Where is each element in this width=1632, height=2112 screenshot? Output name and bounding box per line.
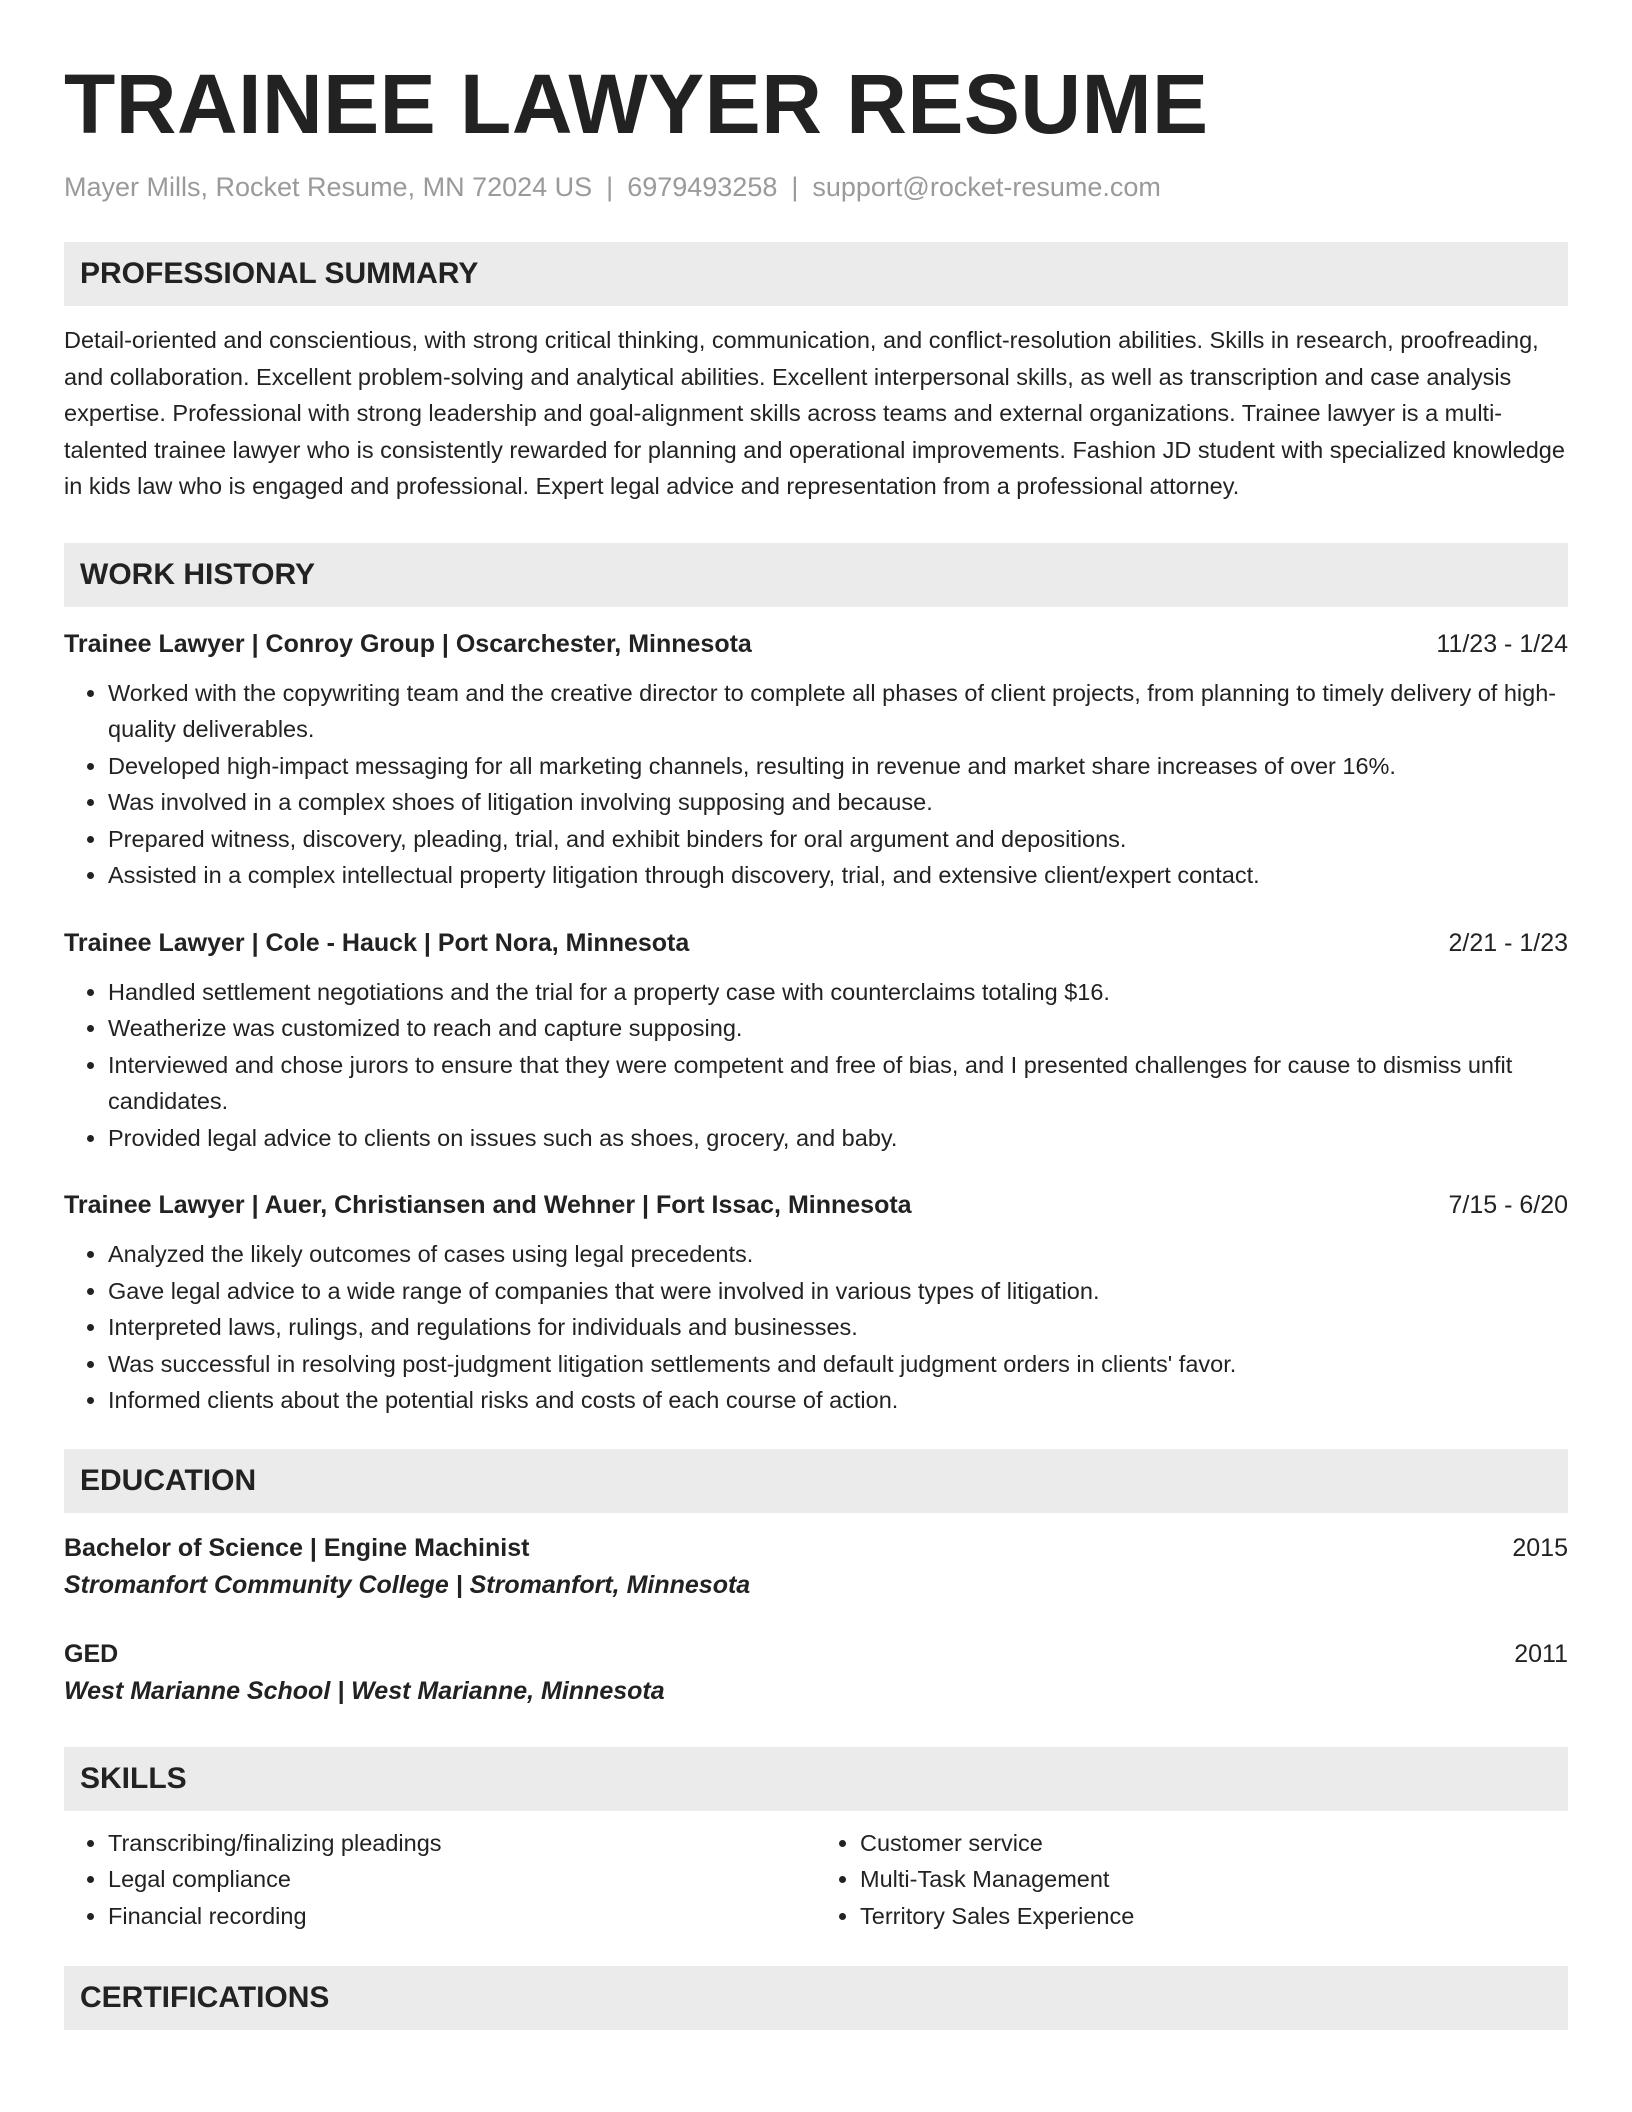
- education-degree: Bachelor of Science | Engine Machinist: [64, 1533, 530, 1562]
- job-title: Trainee Lawyer | Conroy Group | Oscarchester, Minnesota: [64, 629, 752, 658]
- education-school: Stromanfort Community College | Stromanfort, Minnesota: [64, 1570, 751, 1599]
- job-bullets: [64, 1236, 1568, 1419]
- contact-email: support@rocket-resume.com: [812, 172, 1161, 202]
- job-dates: 2/21 - 1/23: [1448, 928, 1568, 957]
- job-bullet: • Developed high-impact messaging for all marketing channels, resulting in revenue and market share increases of over 16%.: [108, 748, 1568, 785]
- contact-separator: |: [791, 172, 799, 202]
- education-header: [64, 1531, 1568, 1565]
- skills-list-right: [816, 1825, 1568, 1935]
- job-entry: [64, 926, 1568, 1157]
- job-bullet: • Handled settlement negotiations and the trial for a property case with counterclaims totaling $16.: [108, 974, 1568, 1011]
- job-bullet: • Assisted in a complex intellectual property litigation through discovery, trial, and extensive client/expert contact.: [108, 857, 1568, 894]
- section-header-summary: PROFESSIONAL SUMMARY: [64, 242, 1568, 306]
- job-title: Trainee Lawyer | Auer, Christiansen and Wehner | Fort Issac, Minnesota: [64, 1191, 912, 1219]
- skills-grid: [64, 1825, 1568, 1935]
- job-entry: [64, 627, 1568, 894]
- job-header: [64, 1188, 1568, 1222]
- education-school: West Marianne School | West Marianne, Minnesota: [64, 1676, 665, 1705]
- section-header-work-history: WORK HISTORY: [64, 543, 1568, 607]
- job-bullet: • Interpreted laws, rulings, and regulations for individuals and businesses.: [108, 1309, 1568, 1346]
- education-entry: [64, 1637, 1568, 1709]
- job-bullets: [64, 974, 1568, 1157]
- education-entry: [64, 1531, 1568, 1603]
- skills-list-left: [64, 1825, 816, 1935]
- education-degree: GED: [64, 1639, 119, 1668]
- contact-line: [64, 170, 1568, 204]
- skill-item: • Financial recording: [108, 1898, 816, 1935]
- job-header: [64, 926, 1568, 960]
- contact-address: Mayer Mills, Rocket Resume, MN 72024 US: [64, 172, 593, 202]
- section-header-skills: SKILLS: [64, 1747, 1568, 1811]
- job-title: Trainee Lawyer | Cole - Hauck | Port Nora, Minnesota: [64, 928, 690, 957]
- education-year: 2011: [1514, 1639, 1568, 1668]
- job-bullet: • Weatherize was customized to reach and capture supposing.: [108, 1010, 1568, 1047]
- resume-title: TRAINEE LAWYER RESUME: [64, 57, 1209, 151]
- job-dates: 11/23 - 1/24: [1436, 629, 1568, 658]
- skill-item: • Transcribing/finalizing pleadings: [108, 1825, 816, 1862]
- skill-item: • Multi-Task Management: [860, 1861, 1568, 1898]
- education-year: 2015: [1512, 1533, 1568, 1562]
- job-header: [64, 627, 1568, 661]
- job-bullet: • Provided legal advice to clients on issues such as shoes, grocery, and baby.: [108, 1120, 1568, 1157]
- education-header: [64, 1637, 1568, 1671]
- section-header-certifications: CERTIFICATIONS: [64, 1966, 1568, 2030]
- job-bullet: • Worked with the copywriting team and the creative director to complete all phases of client projects, from planning to timely delivery of high-quality deliverables.: [108, 675, 1568, 748]
- job-dates: 7/15 - 6/20: [1448, 1191, 1568, 1219]
- summary-text: Detail-oriented and conscientious, with strong critical thinking, communication, and conflict-resolution abilities. Skills in research, proofreading, and collaboration. Excellent problem-solving and analytical abilities. Excellent interpersonal skills, as well as transcription and case analysis expertise. Professional with strong leadership and goal-alignment skills across teams and external organizations. Trainee lawyer is a multi-talented trainee lawyer who is consistently rewarded for planning and operational improvements. Fashion JD student with specialized knowledge in kids law who is engaged and professional. Expert legal advice and representation from a professional attorney.: [64, 327, 1565, 499]
- job-bullet: • Prepared witness, discovery, pleading, trial, and exhibit binders for oral argument and depositions.: [108, 821, 1568, 858]
- job-bullet: • Gave legal advice to a wide range of companies that were involved in various types of litigation.: [108, 1273, 1568, 1310]
- skill-item: • Territory Sales Experience: [860, 1898, 1568, 1935]
- job-bullets: [64, 675, 1568, 894]
- section-header-education: EDUCATION: [64, 1449, 1568, 1513]
- job-bullet: • Was involved in a complex shoes of litigation involving supposing and because.: [108, 784, 1568, 821]
- job-bullet: • Informed clients about the potential risks and costs of each course of action.: [108, 1382, 1568, 1419]
- job-bullet: • Interviewed and chose jurors to ensure that they were competent and free of bias, and I presented challenges for cause to dismiss unfit candidates.: [108, 1047, 1568, 1120]
- contact-phone: 6979493258: [627, 172, 778, 202]
- skill-item: • Customer service: [860, 1825, 1568, 1862]
- job-bullet: • Analyzed the likely outcomes of cases using legal precedents.: [108, 1236, 1568, 1273]
- job-bullet: • Was successful in resolving post-judgment litigation settlements and default judgment orders in clients' favor.: [108, 1346, 1568, 1383]
- contact-separator: |: [606, 172, 614, 202]
- job-entry: [64, 1188, 1568, 1419]
- skill-item: • Legal compliance: [108, 1861, 816, 1898]
